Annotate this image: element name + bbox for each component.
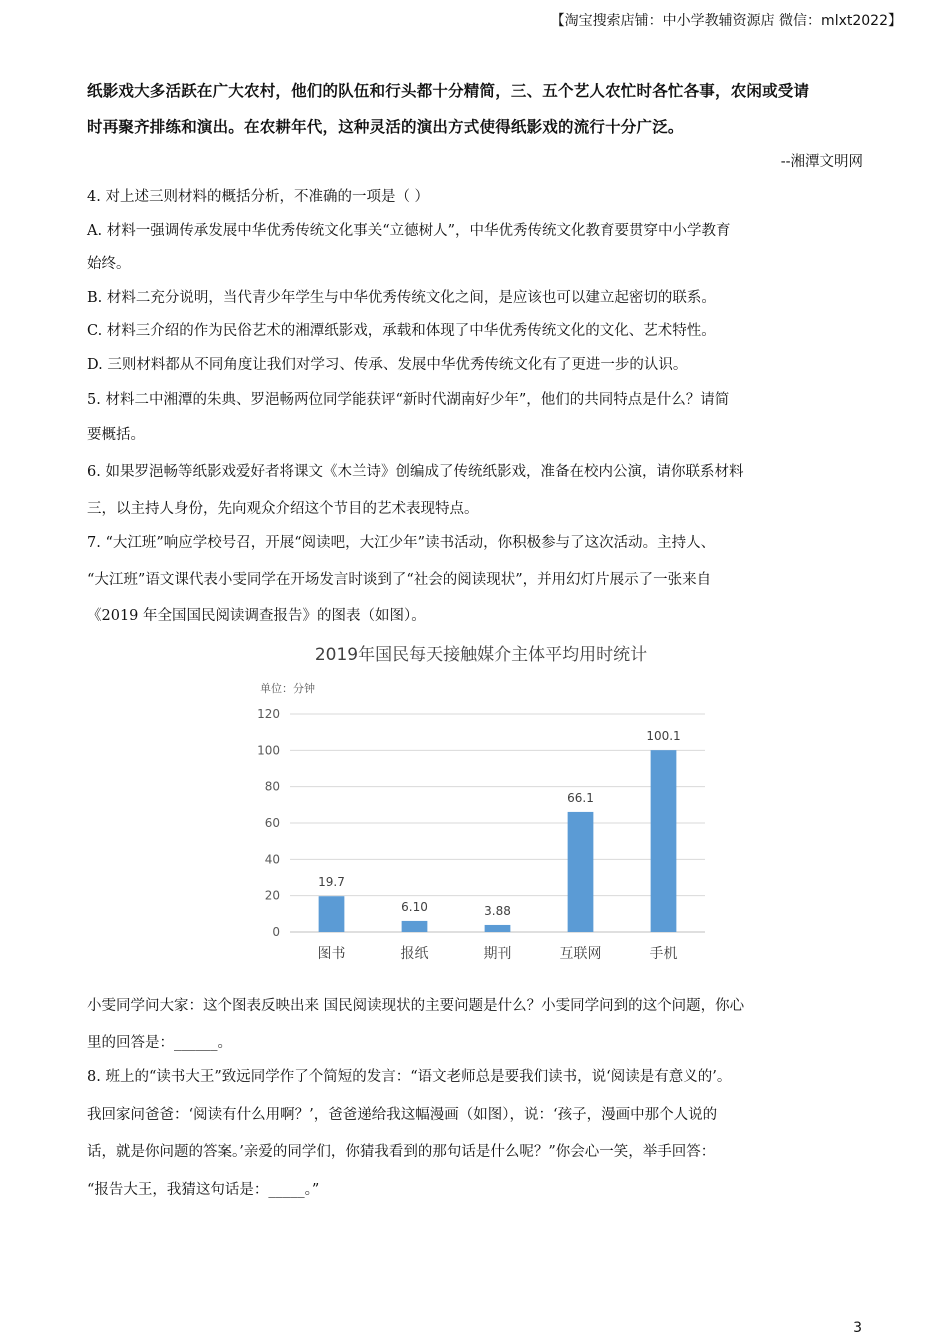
bar-value-label: 19.7 [318,875,345,890]
option-c: C. 材料三介绍的作为民俗艺术的湘潭纸影戏，承载和体现了中华优秀传统文化的文化、艺术特性。 [87,323,716,339]
x-category-label: 互联网 [559,946,602,962]
bar [651,750,677,932]
y-tick-label: 80 [264,779,280,794]
bar-value-label: 6.10 [401,899,428,914]
question-line: 7. “大江班”响应学校号召，开展“阅读吧，大江少年”读书活动，你积极参与了这次活动。主持人、 [87,535,716,551]
question-line: “大江班”语文课代表小雯同学在开场发言时谈到了“社会的阅读现状”，并用幻灯片展示了一张来自 [87,571,712,588]
y-tick-label: 20 [264,888,280,903]
bar-value-label: 66.1 [567,790,594,805]
question-line: 8. 班上的“读书大王”致远同学作了个简短的发言：“语文老师总是要我们读书，说‘阅读是有意义的’。 [87,1069,732,1085]
option-a: A. 材料一强调传承发展中华优秀传统文化事关“立德树人”，中华优秀传统文化教育要贯穿中小学教育 [87,222,731,239]
chart-title: 2019年国民每天接触媒介主体平均用时统计 [314,645,648,665]
option-d: D. 三则材料都从不同角度让我们对学习、传承、发展中华优秀传统文化有了更进一步的认识。 [87,356,688,373]
intro-paragraph [87,73,863,145]
question-line: 三，以主持人身份，先向观众介绍这个节目的艺术表现特点。 [87,501,479,517]
y-tick-label: 120 [257,707,280,721]
question-line: 我回家问爸爸：‘阅读有什么用啊？’，爸爸递给我这幅漫画（如图），说：‘孩子，漫画中那个人说的 [87,1106,718,1123]
question-stem: 4. 对上述三则材料的概括分析，不准确的一项是（ ） [87,189,430,205]
question-line: 小雯同学问大家：这个图表反映出来 国民阅读现状的主要问题是什么？小雯同学问到的这个问题，你心 [87,998,745,1014]
x-category-label: 报纸 [400,946,429,962]
question-line: 5. 材料二中湘潭的朱典、罗浥畅两位同学能获评“新时代湖南好少年”，他们的共同特点是什么？请简 [87,392,730,408]
question-line: “报告大王，我猜这句话是：_____。” [87,1181,320,1198]
y-tick-label: 40 [264,852,280,867]
reading-chart [238,636,724,976]
question-7 [87,525,863,635]
question-6 [87,454,863,528]
y-tick-label: 0 [272,925,280,939]
intro-line: 时再聚齐排练和演出。在农耕年代，这种灵活的演出方式使得纸影戏的流行十分广泛。 [87,118,684,136]
option-b: B. 材料二充分说明，当代青少年学生与中华优秀传统文化之间，是应该也可以建立起密切的联系。 [87,289,716,306]
chart-unit-label: 单位：分钟 [260,682,315,695]
bar [319,896,345,932]
question-line: 要概括。 [87,427,145,443]
x-category-label: 图书 [317,946,346,962]
question-7-followup [87,988,863,1062]
question-line: 6. 如果罗浥畅等纸影戏爱好者将课文《木兰诗》创编成了传统纸影戏，准备在校内公演，请你联系材料 [87,464,744,480]
page-header: 【淘宝搜索店铺：中小学教辅资源店 微信：mlxt2022】 [550,13,902,29]
bar-chart [238,636,724,976]
bar [485,925,511,932]
option-a-cont: 始终。 [87,256,131,272]
question-5 [87,383,863,453]
bar-value-label: 3.88 [484,903,511,918]
source-attribution: --湘潭文明网 [780,154,863,170]
y-tick-label: 100 [257,743,280,758]
bar [402,921,428,932]
question-line: 话，就是你问题的答案。’亲爱的同学们，你猜我看到的那句话是什么呢？”你会心一笑，举手回答： [87,1144,716,1160]
y-tick-label: 60 [264,816,280,830]
question-line: 《2019 年全国国民阅读调查报告》的图表（如图）。 [87,608,426,624]
page-number: 3 [853,1320,862,1336]
question-4 [87,181,863,382]
x-category-label: 手机 [649,946,678,962]
bar-value-label: 100.1 [646,729,681,744]
x-category-label: 期刊 [483,946,512,962]
question-line: 里的回答是：______。 [87,1035,232,1051]
intro-line: 纸影戏大多活跃在广大农村，他们的队伍和行头都十分精简，三、五个艺人农忙时各忙各事，农闲或受请 [87,82,810,100]
bar [568,812,594,932]
question-8 [87,1059,863,1209]
